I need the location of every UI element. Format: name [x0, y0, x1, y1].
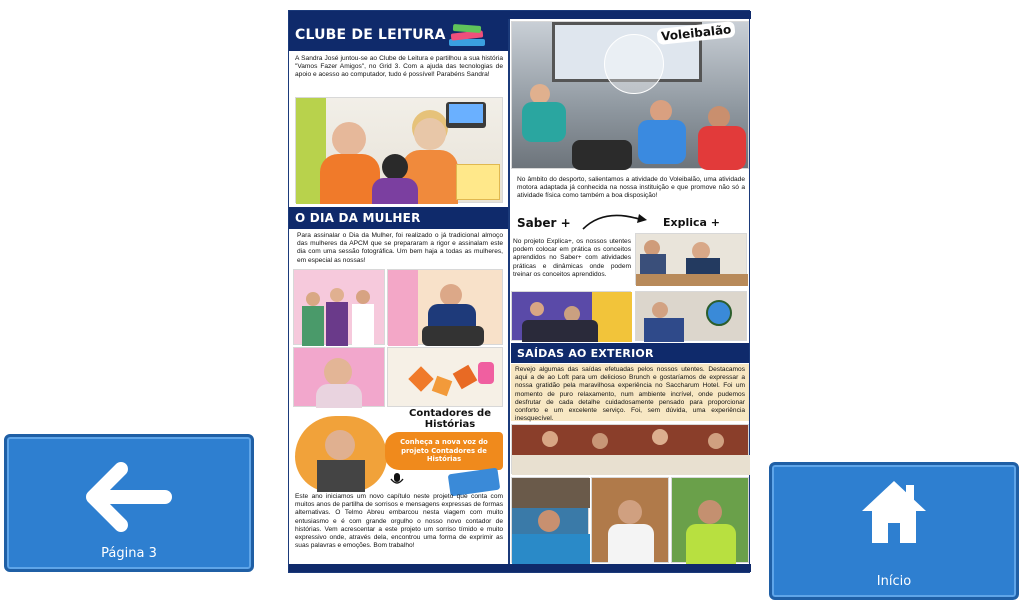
voleibalao-text: No âmbito do desporto, salientamos a atividade do Voleibalão, uma atividade motora adaptada já conhecida na nossa instituição e que promove não só a atividade física como também a boa disposição!: [517, 176, 745, 200]
books-icon: [447, 23, 487, 49]
saidas-exterior-title-text: SAÍDAS AO EXTERIOR: [517, 346, 654, 360]
contadores-banner-text: Conheça a nova voz do projeto Contadores de Histórias: [400, 438, 488, 464]
page-top-bar: [289, 11, 751, 19]
dia-da-mulher-text: Para assinalar o Dia da Mulher, foi realizado o já tradicional almoço das mulheres da APCM que se prepararam a rigor e assinalam este dia com uma sessão fotográfica. Um bem haja a todas as mulheres, em especial as nossas!: [297, 232, 503, 264]
contadores-text: Este ano iniciamos um novo capítulo neste projeto que conta com muitos anos de partilha de sorrisos e mensagens expressas de formas alternativas. O Telmo Abreu embarcou nesta viagem com muito entusiasmo e é com grande orgulho o nosso novo contador de histórias. Vem acrescentar a este projeto um sorriso tímido e muito expressivo onde, através dela, encontrou uma forma de exprimir as suas palavras e emoções. Bom trabalho!: [295, 493, 503, 550]
home-button[interactable]: [769, 462, 1019, 600]
arrow-doodle-icon: [579, 211, 649, 231]
clube-leitura-photo: [295, 97, 503, 203]
previous-page-label: Página 3: [101, 546, 157, 561]
newsletter-page: [288, 10, 750, 573]
explica-title: Explica +: [663, 216, 721, 229]
saidas-exterior-title: [511, 343, 749, 363]
page-bottom-bar: [289, 564, 751, 572]
saidas-exterior-text: Revejo algumas das saídas efetuadas pelos nossos utentes. Destacamos aqui a de ao Loft para um delicioso Brunch e gostaríamos de expressar a nossa gratidão pela maravilhosa experiência no Saccharum Hotel. Foi um momento de puro relaxamento, num ambiente incrível, onde pudemos desfrutar de cada detalhe cuidadosamente pensado para proporcionar conforto e um excelente serviço. Foi, sem dúvida, uma experiência inesquecível.: [515, 366, 745, 423]
dia-da-mulher-photo-group: [293, 269, 385, 345]
saidas-photo-brunch: [511, 424, 749, 474]
voleibalao-title: Voleibalão: [656, 21, 736, 45]
dia-da-mulher-title-text: O DIA DA MULHER: [295, 211, 421, 225]
column-divider: [508, 19, 510, 566]
dia-da-mulher-photo-portrait: [293, 347, 385, 407]
microphone-icon: [389, 473, 405, 487]
home-label: Início: [876, 574, 912, 589]
home-icon: [860, 479, 928, 545]
saber-explica-text: No projeto Explica+, os nossos utentes podem colocar em prática os conceitos aprendidos no Saber+ com atividades práticas e dinâmicas onde podem treinar os conceitos aprendidos.: [513, 238, 631, 278]
saber-photo-class: [511, 291, 631, 341]
clube-leitura-title-text: CLUBE DE LEITURA: [295, 27, 446, 43]
saidas-photo-garden: [671, 477, 749, 563]
voleibalao-photo: [511, 21, 749, 169]
arrow-left-icon: [87, 465, 171, 529]
dia-da-mulher-title: [289, 207, 508, 229]
saber-title: Saber +: [517, 216, 571, 230]
contadores-title-text: Contadores de Histórias: [409, 408, 491, 430]
explica-photo-table: [635, 233, 747, 285]
contadores-photo: [295, 416, 387, 492]
dia-da-mulher-photo-flowers: [387, 347, 503, 407]
contadores-title: [395, 408, 505, 430]
contadores-banner: [385, 432, 503, 470]
saidas-photo-pool: [511, 477, 589, 563]
explica-photo-globe: [635, 291, 747, 341]
dia-da-mulher-photo-chair: [387, 269, 503, 345]
clube-leitura-text: A Sandra José juntou-se ao Clube de Leitura e partilhou a sua história "Vamos Fazer Amigos", no Grid 3. Com a ajuda das tecnologias de apoio e acesso ao computador, tudo é possível! Parabéns Sandra!: [295, 55, 503, 79]
saidas-photo-hotel: [591, 477, 669, 563]
previous-page-button[interactable]: [4, 434, 254, 572]
